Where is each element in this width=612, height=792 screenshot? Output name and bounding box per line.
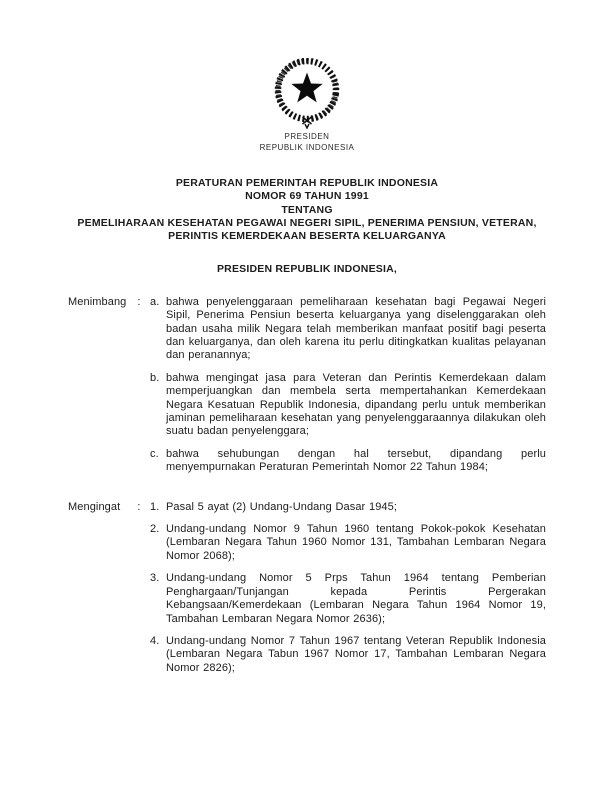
list-marker: 1.: [150, 500, 160, 513]
title-line-tentang: TENTANG: [281, 203, 333, 216]
mengingat-items: [150, 501, 546, 675]
list-marker: b.: [150, 371, 160, 384]
list-item-text: Undang-undang Nomor 9 Tahun 1960 tentang Pokok-pokok Kesehatan (Lembaran Negara Tahun 1960 Nomor 131, Tambahan Lembaran Negara Nomor 2068);: [166, 523, 546, 562]
list-item-text: bahwa mengingat jasa para Veteran dan Perintis Kemerdekaan dalam memperjuangkan dan membela serta mempertahankan Kemerdekaan Negara Kesatuan Republik Indonesia, dipandang perlu untuk memberikan jaminan pemeliharaan kesehatan yang penyelenggaraannya dilakukan oleh suatu badan penyelenggara;: [166, 371, 546, 438]
title-line-number: NOMOR 69 TAHUN 1991: [245, 190, 369, 203]
list-item-c: [150, 448, 546, 475]
list-item-text: Pasal 5 ayat (2) Undang-Undang Dasar 1945;: [166, 500, 398, 513]
list-marker: 3.: [150, 572, 160, 585]
list-marker: c.: [150, 447, 159, 460]
title-line-subject-1: PEMELIHARAAN KESEHATAN PEGAWAI NEGERI SIPIL, PENERIMA PENSIUN, VETERAN,: [77, 216, 537, 229]
menimbang-items: [150, 296, 546, 475]
title-line-regulation: PERATURAN PEMERINTAH REPUBLIK INDONESIA: [175, 177, 439, 189]
letterhead-republik-indonesia: REPUBLIK INDONESIA: [259, 142, 355, 152]
list-marker: a.: [150, 295, 160, 308]
star-wreath-emblem-icon: [268, 58, 346, 132]
list-item-a: [150, 296, 546, 363]
section-menimbang: [68, 296, 546, 475]
title-line-subject-2: PERINTIS KEMERDEKAAN BESERTA KELUARGANYA: [168, 230, 446, 243]
list-item-text: Undang-undang Nomor 5 Prps Tahun 1964 tentang Pemberian Penghargaan/Tunjangan kepada Perintis Pergerakan Kebangsaan/Kemerdekaan (Lembaran Negara Tahun 1964 Nomor 19, Tambahan Lembaran Negara Nomor 2636);: [166, 572, 546, 625]
list-item-1: [150, 501, 546, 514]
list-item-b: [150, 372, 546, 439]
section-colon: :: [137, 295, 141, 308]
section-label-mengingat: Mengingat: [68, 500, 121, 513]
list-marker: 4.: [150, 634, 160, 647]
list-item-text: bahwa sehubungan dengan hal tersebut, dipandang perlu menyempurnakan Peraturan Pemerintah Nomor 22 Tahun 1984;: [166, 447, 546, 474]
list-marker: 2.: [150, 523, 160, 536]
list-item-4: [150, 635, 546, 675]
list-item-text: Undang-undang Nomor 7 Tahun 1967 tentang Veteran Republik Indonesia (Lembaran Negara Tabun 1967 Nomor 17, Tambahan Lembaran Negara Nomor 2826);: [166, 634, 546, 674]
section-mengingat: [68, 501, 546, 675]
list-item-3: [150, 572, 546, 626]
document-title: [68, 177, 546, 243]
section-colon: :: [137, 500, 141, 513]
section-label-menimbang: Menimbang: [68, 295, 127, 308]
letterhead-presiden: PRESIDEN: [284, 132, 330, 141]
list-item-2: [150, 523, 546, 563]
letterhead: [68, 58, 546, 153]
opening-phrase: PRESIDEN REPUBLIK INDONESIA,: [216, 263, 398, 276]
list-item-text: bahwa penyelenggaraan pemeliharaan kesehatan bagi Pegawai Negeri Sipil, Penerima Pensiun beserta keluarganya yang diselenggarakan oleh badan usaha milik Negara telah memberikan manfaat positif bagi peserta dan keluarganya, dan oleh karena itu perlu ditingkatkan kualitas pelayanan dan peranannya;: [166, 295, 546, 362]
